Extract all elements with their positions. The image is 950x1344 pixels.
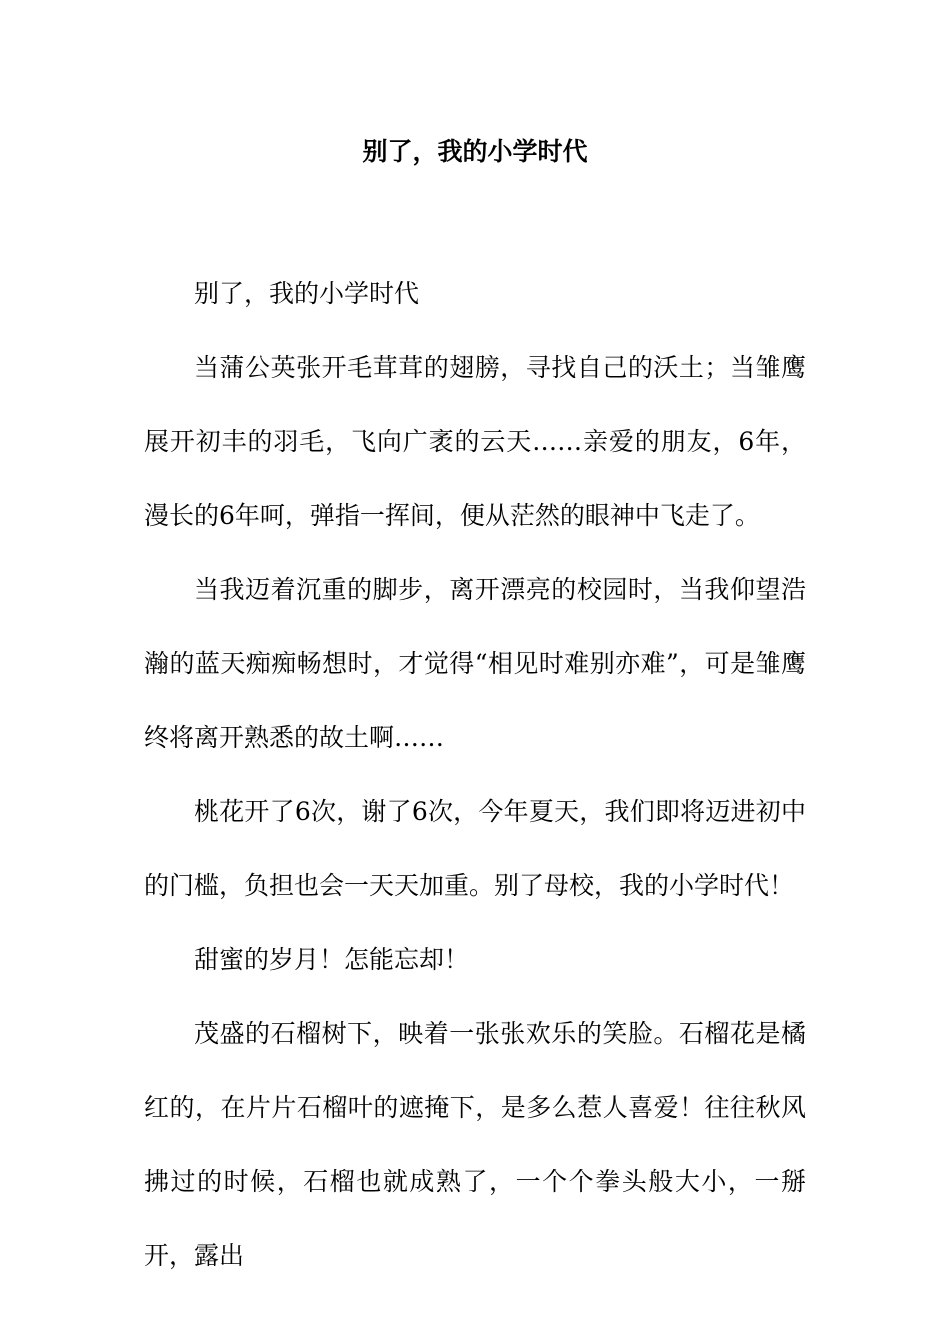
paragraph: 当蒲公英张开毛茸茸的翅膀，寻找自己的沃土；当雏鹰展开初丰的羽毛，飞向广袤的云天……亲爱的朋友，6年，漫长的6年呵，弹指一挥间，便从茫然的眼神中飞走了。 — [144, 353, 806, 530]
document-body — [144, 257, 806, 1293]
paragraph: 当我迈着沉重的脚步，离开漂亮的校园时，当我仰望浩瀚的蓝天痴痴畅想时，才觉得“相见时难别亦难”，可是雏鹰终将离开熟悉的故土啊…… — [144, 575, 806, 752]
paragraph: 别了，我的小学时代 — [194, 279, 420, 308]
paragraph: 茂盛的石榴树下，映着一张张欢乐的笑脸。石榴花是橘红的，在片片石榴叶的遮掩下，是多么惹人喜爱！往往秋风拂过的时候，石榴也就成熟了，一个个拳头般大小，一掰开，露出 — [144, 1019, 806, 1270]
document-title: 别了，我的小学时代 — [362, 137, 588, 166]
paragraph: 桃花开了6次，谢了6次，今年夏天，我们即将迈进初中的门槛，负担也会一天天加重。别了母校，我的小学时代！ — [144, 797, 806, 900]
paragraph: 甜蜜的岁月！怎能忘却！ — [194, 945, 470, 974]
